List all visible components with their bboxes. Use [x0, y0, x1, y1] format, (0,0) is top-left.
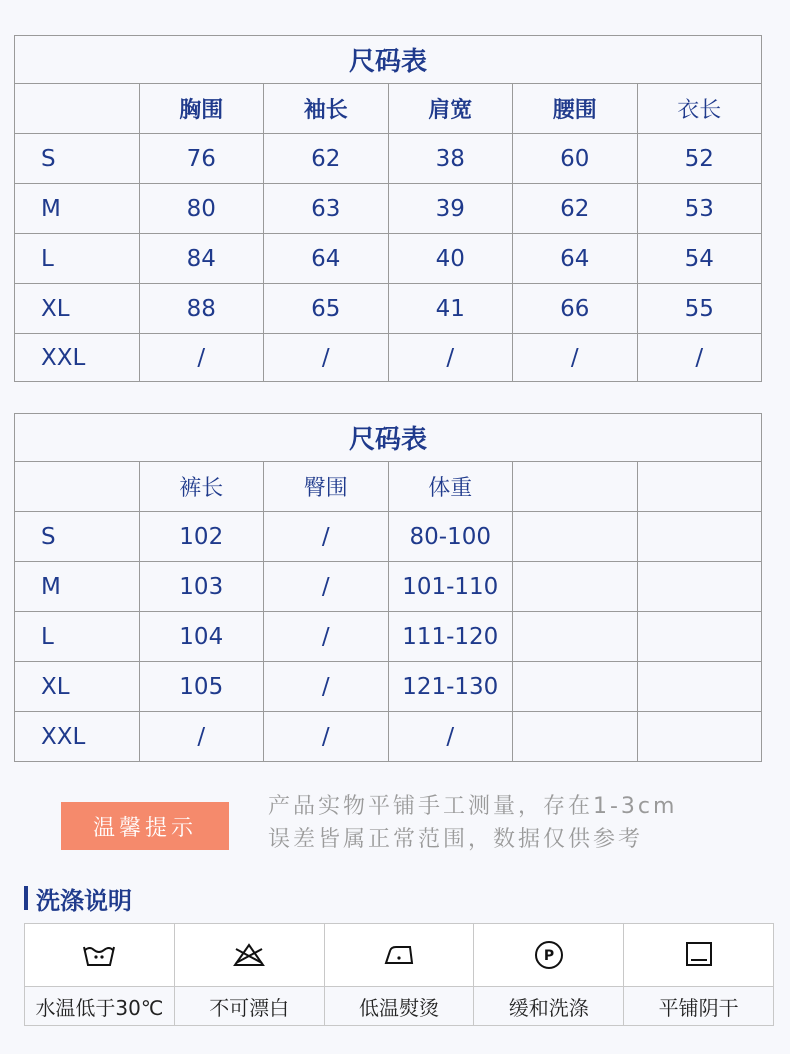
dry-clean-p-icon: [527, 935, 571, 975]
no-bleach-icon: [227, 935, 271, 975]
table-cell: /: [637, 334, 762, 382]
table-cell: 111-120: [388, 612, 513, 662]
size-label: L: [15, 612, 140, 662]
table-cell: 65: [264, 284, 389, 334]
table-cell: 60: [513, 134, 638, 184]
table-cell: 38: [388, 134, 513, 184]
table-cell: 103: [139, 562, 264, 612]
table-cell: 64: [264, 234, 389, 284]
table-cell: 80: [139, 184, 264, 234]
table-cell: 55: [637, 284, 762, 334]
table-cell: /: [139, 334, 264, 382]
column-header-empty: [637, 462, 762, 512]
table-cell: /: [264, 662, 389, 712]
dry-flat-icon: [677, 935, 721, 975]
size-label: XL: [15, 284, 140, 334]
wash-icon-cell: [324, 924, 474, 987]
column-header: [15, 84, 140, 134]
table-title: 尺码表: [15, 36, 762, 84]
table-row: [15, 562, 762, 612]
table-title: 尺码表: [15, 414, 762, 462]
table-cell: 62: [264, 134, 389, 184]
table-cell: 121-130: [388, 662, 513, 712]
table-cell: 104: [139, 612, 264, 662]
wash-icon-cell: [174, 924, 324, 987]
size-table-bottom: [14, 413, 762, 762]
tip-line: 产品实物平铺手工测量，存在1-3cm: [268, 794, 678, 819]
wash-label: 平铺阴干: [624, 987, 774, 1026]
table-cell: 39: [388, 184, 513, 234]
column-header-pants-length: 裤长: [139, 462, 264, 512]
table-cell: 53: [637, 184, 762, 234]
table-cell: 66: [513, 284, 638, 334]
table-cell: /: [264, 612, 389, 662]
size-label: M: [15, 184, 140, 234]
table-row: [15, 334, 762, 382]
size-label: S: [15, 134, 140, 184]
table-cell: [513, 512, 638, 562]
table-cell: [513, 712, 638, 762]
table-cell: 54: [637, 234, 762, 284]
wash-icon-cell: [474, 924, 624, 987]
table-cell: 52: [637, 134, 762, 184]
low-iron-icon: [377, 935, 421, 975]
wash-heading: [24, 884, 132, 915]
table-row: [15, 512, 762, 562]
table-row: [15, 134, 762, 184]
wash-label: 缓和洗涤: [474, 987, 624, 1026]
table-cell: 80-100: [388, 512, 513, 562]
tip-note: [268, 790, 738, 856]
size-label: XXL: [15, 712, 140, 762]
heading-bar: [24, 886, 28, 910]
table-row: [15, 712, 762, 762]
table-row: [15, 234, 762, 284]
table-row: [15, 284, 762, 334]
table-cell: /: [388, 334, 513, 382]
table-cell: /: [264, 712, 389, 762]
table-row: [15, 612, 762, 662]
table-cell: [637, 512, 762, 562]
table-cell: 41: [388, 284, 513, 334]
wash-30-icon: [77, 935, 121, 975]
wash-heading-text: 洗涤说明: [36, 886, 132, 915]
table-cell: 105: [139, 662, 264, 712]
table-row: [15, 184, 762, 234]
table-cell: [637, 562, 762, 612]
tip-line: 误差皆属正常范围，数据仅供参考: [268, 827, 644, 852]
table-cell: [637, 662, 762, 712]
table-cell: [513, 612, 638, 662]
column-header-waist: 腰围: [513, 84, 638, 134]
size-label: S: [15, 512, 140, 562]
column-header-shoulder: 肩宽: [388, 84, 513, 134]
table-cell: 40: [388, 234, 513, 284]
table-cell: [513, 662, 638, 712]
wash-label: 低温熨烫: [324, 987, 474, 1026]
svg-text:P: P: [543, 948, 554, 964]
table-cell: [637, 712, 762, 762]
table-cell: /: [139, 712, 264, 762]
table-cell: 62: [513, 184, 638, 234]
table-cell: [513, 562, 638, 612]
table-cell: [637, 612, 762, 662]
column-header-sleeve: 袖长: [264, 84, 389, 134]
table-cell: /: [513, 334, 638, 382]
size-label: M: [15, 562, 140, 612]
size-label: XL: [15, 662, 140, 712]
wash-grid: [24, 923, 774, 1026]
wash-icon-cell: [25, 924, 175, 987]
table-cell: 63: [264, 184, 389, 234]
table-row: [15, 662, 762, 712]
size-label: XXL: [15, 334, 140, 382]
column-header-chest: 胸围: [139, 84, 264, 134]
wash-label: 不可漂白: [174, 987, 324, 1026]
table-cell: 84: [139, 234, 264, 284]
size-label: L: [15, 234, 140, 284]
wash-icon-cell: [624, 924, 774, 987]
table-cell: 76: [139, 134, 264, 184]
table-cell: 64: [513, 234, 638, 284]
table-cell: /: [388, 712, 513, 762]
column-header: [15, 462, 140, 512]
table-cell: /: [264, 512, 389, 562]
table-cell: /: [264, 334, 389, 382]
table-cell: 88: [139, 284, 264, 334]
column-header-weight: 体重: [388, 462, 513, 512]
column-header-hip: 臀围: [264, 462, 389, 512]
tip-badge: 温馨提示: [61, 802, 229, 850]
table-cell: 101-110: [388, 562, 513, 612]
table-cell: /: [264, 562, 389, 612]
size-table-top: [14, 35, 762, 382]
column-header-length: 衣长: [637, 84, 762, 134]
column-header-empty: [513, 462, 638, 512]
table-cell: 102: [139, 512, 264, 562]
wash-label: 水温低于30℃: [25, 987, 175, 1026]
